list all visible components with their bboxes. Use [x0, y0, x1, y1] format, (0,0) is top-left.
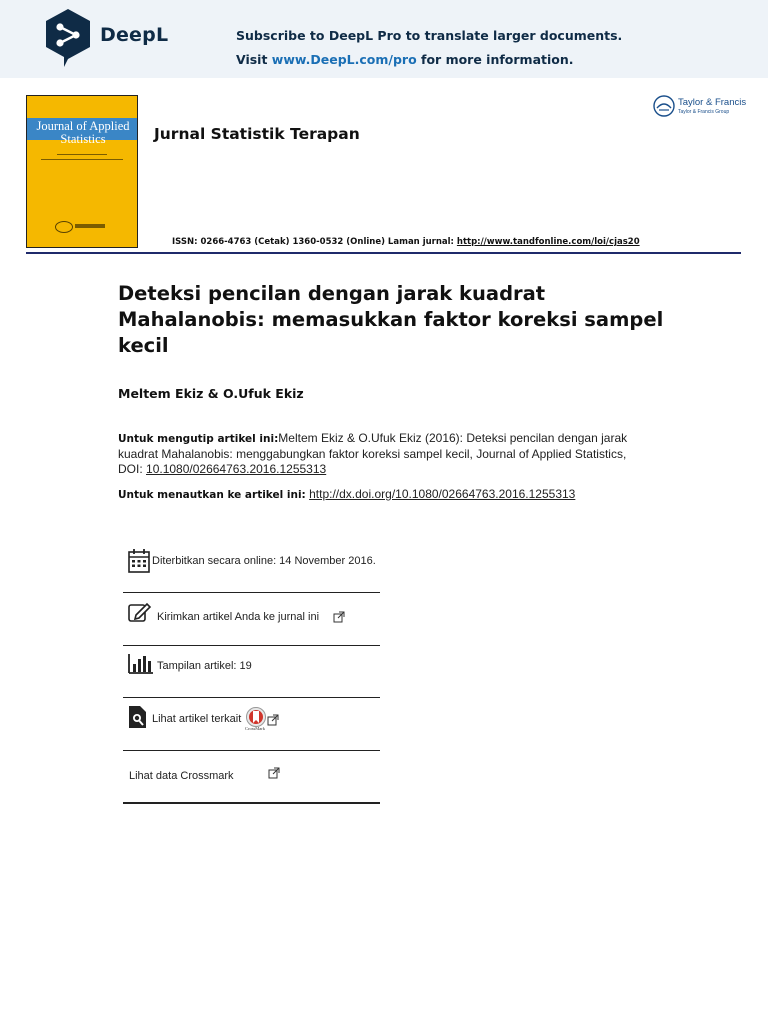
- bar-chart-icon: [128, 654, 154, 674]
- info-divider: [123, 750, 380, 751]
- cover-publisher-text: [75, 224, 105, 228]
- deepl-brand-name: DeepL: [100, 24, 169, 46]
- article-link-label: Untuk menautkan ke artikel ini:: [118, 489, 306, 501]
- article-link-block: [118, 487, 678, 501]
- info-divider-bottom: [123, 802, 380, 804]
- promo-line-1: Subscribe to DeepL Pro to translate larger documents.: [236, 28, 623, 43]
- citation-block: [118, 431, 638, 477]
- external-link-icon[interactable]: [333, 610, 345, 628]
- issn-text: ISSN: 0266-4763 (Cetak) 1360-0532 (Online) Laman jurnal:: [172, 237, 457, 247]
- info-divider: [123, 592, 380, 593]
- issn-line: [172, 237, 640, 247]
- publisher-group: Taylor & Francis Group: [678, 109, 730, 115]
- header-rule: [26, 252, 741, 254]
- external-link-icon[interactable]: [267, 713, 279, 731]
- deepl-logo-icon: [44, 9, 92, 67]
- publisher-name: Taylor & Francis: [678, 97, 747, 108]
- submit-article-item[interactable]: [123, 600, 380, 636]
- citation-doi-link[interactable]: 10.1080/02664763.2016.1255313: [146, 462, 327, 476]
- published-date-text: Diterbitkan secara online: 14 November 2016.: [152, 555, 376, 567]
- citation-label: Untuk mengutip artikel ini:: [118, 433, 279, 445]
- calendar-icon: [128, 549, 150, 573]
- article-authors: Meltem Ekiz & O.Ufuk Ekiz: [118, 386, 304, 401]
- submit-article-text[interactable]: Kirimkan artikel Anda ke jurnal ini: [157, 611, 320, 623]
- cover-publisher-logo-icon: [55, 221, 73, 233]
- info-divider: [123, 645, 380, 646]
- promo-suffix-text: for more information.: [416, 52, 574, 67]
- crossmark-data-text[interactable]: Lihat data Crossmark: [129, 770, 234, 782]
- cover-title: Journal of Applied Statistics: [36, 119, 130, 146]
- journal-title: Jurnal Statistik Terapan: [154, 125, 360, 143]
- search-document-icon: [128, 705, 148, 729]
- cover-text-line: [41, 159, 123, 160]
- article-doi-link[interactable]: http://dx.doi.org/10.1080/02664763.2016.1255313: [309, 487, 576, 501]
- citation-text: Meltem Ekiz & O.Ufuk Ekiz (2016): Deteksi pencilan dengan jarak kuadrat Mahalanobis: menggabungkan faktor koreksi sampel kecil, Journal of Applied Statistics, DOI:: [118, 431, 628, 476]
- cover-text-line: [57, 154, 107, 155]
- related-articles-text[interactable]: Lihat artikel terkait: [152, 713, 242, 725]
- deepl-pro-link[interactable]: www.DeepL.com/pro: [271, 52, 417, 67]
- article-title: Deteksi pencilan dengan jarak kuadrat Mahalanobis: memasukkan faktor koreksi sampel kecil: [118, 282, 664, 357]
- deepl-banner: [0, 0, 768, 78]
- crossmark-badge-label: CrossMark: [245, 726, 265, 731]
- article-views-text: Tampilan artikel: 19: [157, 660, 252, 672]
- journal-homepage-link[interactable]: http://www.tandfonline.com/loi/cjas20: [456, 237, 640, 247]
- promo-visit-text: Visit: [236, 52, 272, 67]
- edit-icon: [128, 601, 152, 623]
- journal-cover-image: [26, 95, 138, 248]
- promo-line-2: [236, 52, 574, 67]
- external-link-icon[interactable]: [268, 766, 280, 784]
- info-divider: [123, 697, 380, 698]
- related-articles-item[interactable]: [123, 705, 380, 741]
- article-views-item: [123, 653, 380, 683]
- crossmark-data-item[interactable]: [123, 758, 380, 794]
- published-online-item: [123, 548, 380, 578]
